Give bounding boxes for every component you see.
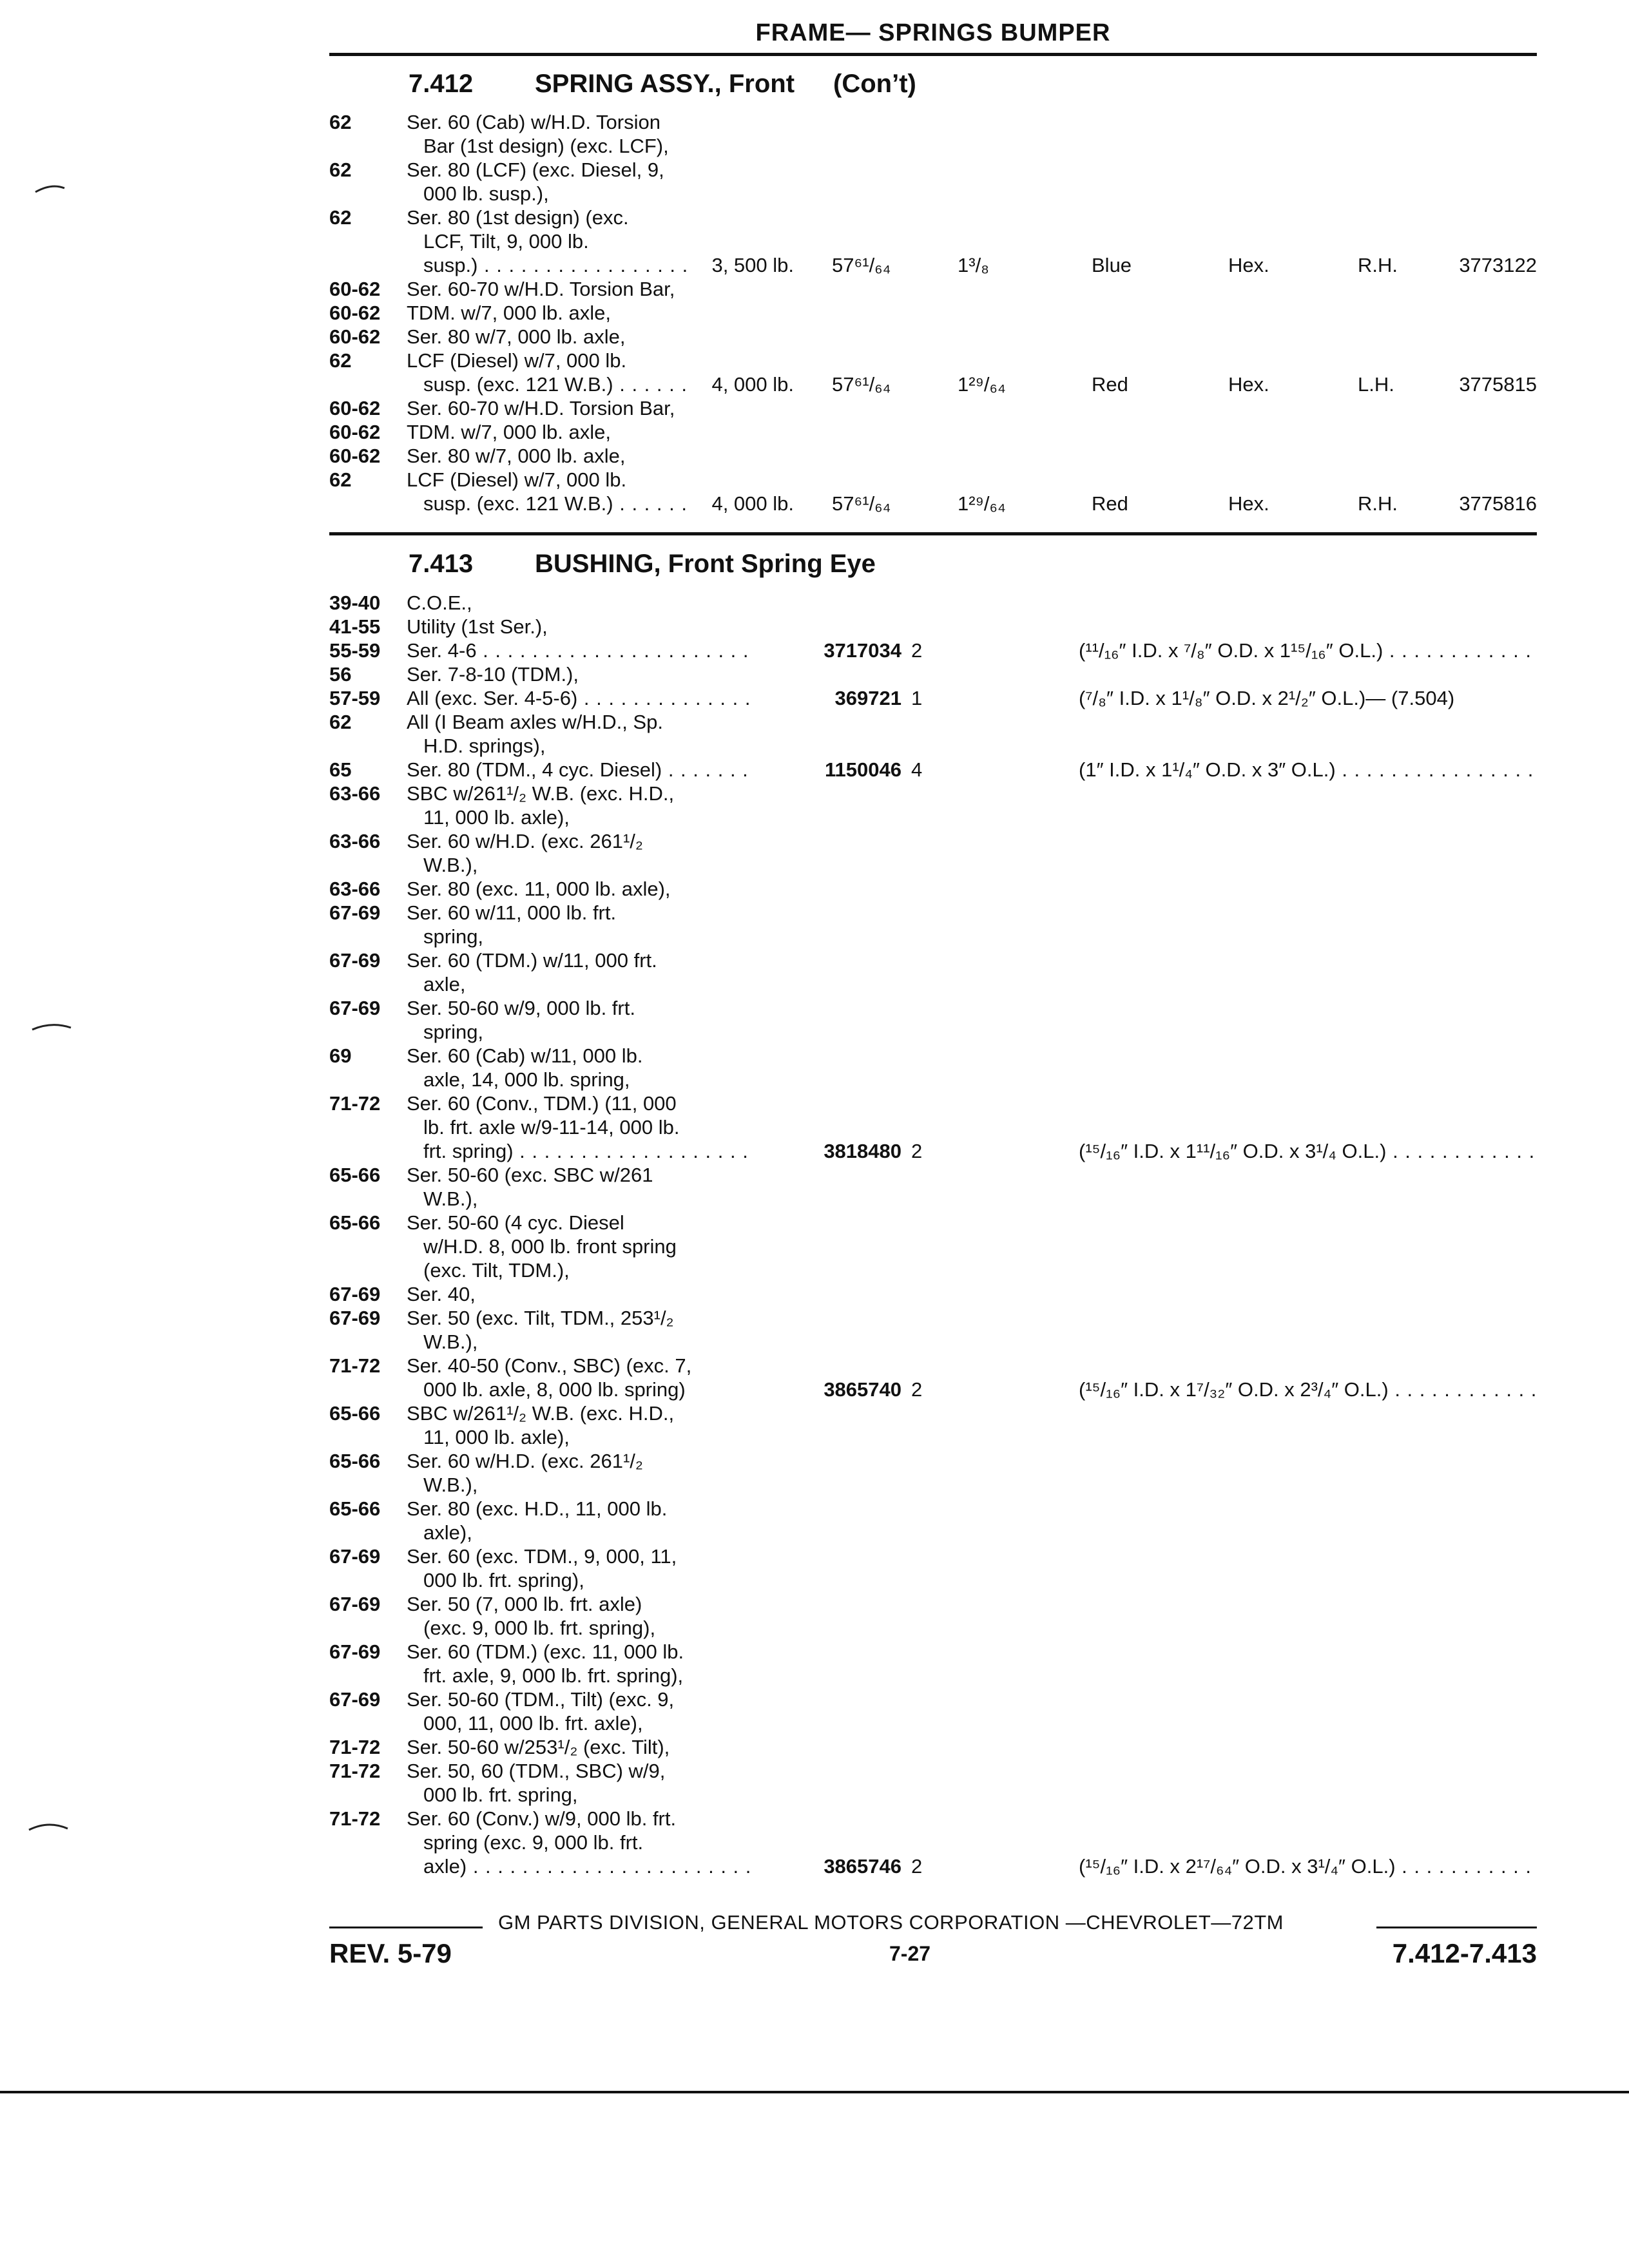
quantity: 4 [911,758,923,781]
model-years: 63-66 [329,878,381,900]
part-number: 3865746 [755,1854,901,1878]
part-number: 3775815 [1459,373,1537,396]
application-description: Ser. 60-70 w/H.D. Torsion Bar, [407,397,675,419]
table-row [329,277,1537,301]
eye-type: Hex. [1228,254,1269,276]
model-years: 62 [329,468,352,491]
model-years: 57-59 [329,687,381,709]
color-code: Red [1092,373,1128,396]
application-description: 000 lb. susp.), [423,182,549,205]
table-row [329,734,1537,758]
model-years: 69 [329,1044,352,1067]
continued-label: (Con’t) [833,70,916,98]
section-7413-title [409,550,876,579]
application-description: All (I Beam axles w/H.D., Sp. [407,711,663,733]
application-description: lb. frt. axle w/9-11-14, 000 lb. [423,1116,680,1139]
application-description: Ser. 50-60 w/253¹/₂ (exc. Tilt), [407,1736,670,1758]
model-years: 71-72 [329,1092,381,1115]
table-row [329,158,1537,182]
application-description: Ser. 50-60 (4 cyc. Diesel [407,1211,624,1234]
table-row [329,1544,1537,1568]
table-row [329,686,1537,710]
section-name: BUSHING, Front Spring Eye [535,550,876,578]
table-row [329,301,1537,325]
table-row [329,639,1537,662]
margin-mark [29,1825,68,1830]
application-description: susp.) . . . [423,253,758,277]
table-row [329,444,1537,468]
table-row [329,1592,1537,1616]
table-row [329,1473,1537,1497]
quantity: 2 [911,1140,923,1162]
application-description: spring, [423,1021,484,1043]
table-row [329,996,1537,1020]
model-years: 65 [329,758,352,781]
table-row [329,134,1537,158]
application-description: Ser. 60 (Conv., TDM.) (11, 000 [407,1092,677,1115]
model-years: 67-69 [329,1640,381,1663]
application-description: Ser. 60-70 w/H.D. Torsion Bar, [407,278,675,300]
part-number: 3773122 [1459,254,1537,276]
part-number: 1150046 [755,758,901,782]
model-years: 60-62 [329,302,381,324]
model-years: 62 [329,206,352,229]
table-row [329,253,1537,277]
application-description: Ser. 60 w/11, 000 lb. frt. [407,901,617,924]
section-range: 7.412-7.413 [1392,1938,1537,1968]
application-description: 000 lb. frt. spring), [423,1569,584,1591]
spring-capacity: 4, 000 lb. [690,492,794,515]
model-years: 71-72 [329,1354,381,1377]
eye-type: Hex. [1228,492,1269,515]
application-description: TDM. w/7, 000 lb. axle, [407,421,612,443]
table-row [329,349,1537,372]
application-description: Ser. 50 (7, 000 lb. frt. axle) [407,1593,642,1615]
application-description: Ser. 40-50 (Conv., SBC) (exc. 7, [407,1354,692,1377]
model-years: 65-66 [329,1164,381,1186]
bushing-size: (1″ I.D. x 1¹/₄″ O.D. x 3″ O.L.) . . . [1079,758,1537,782]
color-code: Red [1092,492,1128,515]
application-description: Ser. 60 (Conv.) w/9, 000 lb. frt. [407,1807,677,1830]
model-years: 67-69 [329,1593,381,1615]
table-row [329,1449,1537,1473]
color-code: Blue [1092,254,1132,276]
application-description: W.B.), [423,854,478,876]
model-years: 71-72 [329,1807,381,1830]
table-row [329,1497,1537,1521]
model-years: 71-72 [329,1760,381,1782]
table-row [329,1711,1537,1735]
model-years: 55-59 [329,639,381,662]
part-number: 3865740 [755,1378,901,1401]
table-row [329,1735,1537,1759]
table-row [329,396,1537,420]
table-row [329,1282,1537,1306]
table-row [329,1640,1537,1664]
footer-division: GM PARTS DIVISION, GENERAL MOTORS CORPORATION —CHEVROLET—72TM [498,1911,1284,1934]
table-row [329,1354,1537,1378]
application-description: Ser. 60 w/H.D. (exc. 261¹/₂ [407,830,643,852]
table-row [329,1068,1537,1091]
application-description: axle) . . . [423,1854,758,1878]
side: R.H. [1358,492,1398,515]
margin-mark [35,186,64,192]
quantity: 1 [911,687,923,709]
application-description: Ser. 50 (exc. Tilt, TDM., 253¹/₂ [407,1307,674,1329]
table-row [329,1687,1537,1711]
application-description: axle, 14, 000 lb. spring, [423,1068,630,1091]
table-row [329,925,1537,948]
model-years: 67-69 [329,1688,381,1711]
application-description: 000 lb. axle, 8, 000 lb. spring) [423,1378,686,1401]
application-description: frt. spring) . . . [423,1139,758,1163]
table-row [329,1831,1537,1854]
application-description: spring, [423,925,484,948]
table-row [329,1235,1537,1258]
model-years: 65-66 [329,1402,381,1425]
application-description: H.D. springs), [423,735,546,757]
table-row [329,1616,1537,1640]
application-description: All (exc. Ser. 4-5-6) . . . [407,686,755,710]
application-description: Utility (1st Ser.), [407,615,548,638]
application-description: W.B.), [423,1474,478,1496]
application-description: Ser. 80 (exc. H.D., 11, 000 lb. [407,1497,668,1520]
application-description: Ser. 80 (1st design) (exc. [407,206,629,229]
application-description: SBC w/261¹/₂ W.B. (exc. H.D., [407,1402,675,1425]
table-row [329,948,1537,972]
section-number: 7.413 [409,550,474,578]
table-row [329,805,1537,829]
model-years: 65-66 [329,1211,381,1234]
application-description: w/H.D. 8, 000 lb. front spring [423,1235,677,1258]
footer-rule-left [329,1927,483,1928]
spring-width: 1²⁹/₆₄ [958,373,1006,396]
table-row [329,1854,1537,1878]
application-description: LCF, Tilt, 9, 000 lb. [423,230,589,253]
application-description: spring (exc. 9, 000 lb. frt. [423,1831,644,1854]
side: L.H. [1358,373,1394,396]
application-description: Ser. 60 (TDM.) w/11, 000 frt. [407,949,657,972]
application-description: (exc. Tilt, TDM.), [423,1259,570,1282]
application-description: Ser. 40, [407,1283,476,1305]
side: R.H. [1358,254,1398,276]
table-row [329,1378,1537,1401]
model-years: 67-69 [329,1307,381,1329]
model-years: 67-69 [329,1283,381,1305]
application-description: Ser. 4-6 . . . [407,639,755,662]
table-row [329,829,1537,853]
model-years: 39-40 [329,591,381,614]
application-description: W.B.), [423,1187,478,1210]
part-number: 3775816 [1459,492,1537,515]
model-years: 67-69 [329,997,381,1019]
model-years: 67-69 [329,1545,381,1568]
application-description: Ser. 7-8-10 (TDM.), [407,663,579,686]
model-years: 62 [329,349,352,372]
bushing-table [329,591,1537,1878]
application-description: Bar (1st design) (exc. LCF), [423,135,669,157]
quantity: 2 [911,1378,923,1401]
bushing-size: (¹⁵/₁₆″ I.D. x 1¹¹/₁₆″ O.D. x 3¹/₄ O.L.) . . . [1079,1139,1537,1163]
application-description: Ser. 50-60 w/9, 000 lb. frt. [407,997,635,1019]
application-description: Ser. 60 (Cab) w/H.D. Torsion [407,111,660,133]
table-row [329,1568,1537,1592]
model-years: 41-55 [329,615,381,638]
table-row [329,662,1537,686]
application-description: Ser. 60 (Cab) w/11, 000 lb. [407,1044,643,1067]
application-description: susp. (exc. 121 W.B.) . . . [423,492,758,515]
page-number: 7-27 [889,1942,931,1965]
eye-type: Hex. [1228,373,1269,396]
running-head: FRAME— SPRINGS BUMPER [755,19,1111,46]
table-row [329,1807,1537,1831]
model-years: 60-62 [329,397,381,419]
model-years: 63-66 [329,782,381,805]
table-row [329,1401,1537,1425]
application-description: 11, 000 lb. axle), [423,806,570,829]
table-row [329,1783,1537,1807]
application-description: Ser. 80 (exc. 11, 000 lb. axle), [407,878,671,900]
table-row [329,782,1537,805]
application-description: (exc. 9, 000 lb. frt. spring), [423,1617,656,1639]
spring-capacity: 3, 500 lb. [690,253,794,277]
application-description: axle), [423,1521,472,1544]
spring-width: 1²⁹/₆₄ [958,492,1006,515]
spring-width: 1³/₈ [958,254,990,276]
spring-capacity: 4, 000 lb. [690,372,794,396]
table-row [329,229,1537,253]
application-description: Ser. 60 (TDM.) (exc. 11, 000 lb. [407,1640,684,1663]
application-description: Ser. 60 (exc. TDM., 9, 000, 11, [407,1545,677,1568]
application-description: frt. axle, 9, 000 lb. frt. spring), [423,1664,684,1687]
application-description: Ser. 50-60 (exc. SBC w/261 [407,1164,653,1186]
table-row [329,1139,1537,1163]
model-years: 60-62 [329,445,381,467]
application-description: TDM. w/7, 000 lb. axle, [407,302,612,324]
part-number: 369721 [755,686,901,710]
application-description: LCF (Diesel) w/7, 000 lb. [407,468,627,491]
model-years: 67-69 [329,949,381,972]
table-row [329,1664,1537,1687]
section-divider-rule [329,532,1537,535]
application-description: Ser. 80 (LCF) (exc. Diesel, 9, [407,159,664,181]
bushing-size: (¹⁵/₁₆″ I.D. x 1⁷/₃₂″ O.D. x 2³/₄″ O.L.) . . . [1079,1378,1537,1401]
table-row [329,615,1537,639]
table-row [329,372,1537,396]
quantity: 2 [911,1855,923,1878]
part-number: 3717034 [755,639,901,662]
application-description: LCF (Diesel) w/7, 000 lb. [407,349,627,372]
model-years: 62 [329,159,352,181]
revision-label: REV. 5-79 [329,1938,452,1968]
spring-assy-table [329,110,1537,515]
table-row [329,1521,1537,1544]
table-row [329,1091,1537,1115]
model-years: 60-62 [329,325,381,348]
spring-length: 57⁶¹/₆₄ [832,254,891,276]
margin-mark [32,1025,71,1030]
model-years: 65-66 [329,1450,381,1472]
model-years: 71-72 [329,1736,381,1758]
table-row [329,877,1537,901]
quantity: 2 [911,639,923,662]
bottom-rule [0,2091,1629,2093]
model-years: 62 [329,711,352,733]
table-row [329,1020,1537,1044]
table-row [329,1258,1537,1282]
table-row [329,182,1537,206]
application-description: 000 lb. frt. spring, [423,1783,578,1806]
footer-division-line [329,1911,1537,1937]
table-row [329,591,1537,615]
application-description: Ser. 80 w/7, 000 lb. axle, [407,325,626,348]
application-description: C.O.E., [407,591,472,614]
application-description: Ser. 50-60 (TDM., Tilt) (exc. 9, [407,1688,675,1711]
table-row [329,758,1537,782]
application-description: W.B.), [423,1331,478,1353]
table-row [329,325,1537,349]
application-description: Ser. 80 w/7, 000 lb. axle, [407,445,626,467]
application-description: 000, 11, 000 lb. frt. axle), [423,1712,643,1735]
header-rule [329,53,1537,56]
application-description: Ser. 80 (TDM., 4 cyc. Diesel) . . . [407,758,755,782]
model-years: 60-62 [329,278,381,300]
footer-rule-right [1376,1927,1537,1928]
table-row [329,420,1537,444]
application-description: susp. (exc. 121 W.B.) . . . [423,372,758,396]
table-row [329,901,1537,925]
table-row [329,1330,1537,1354]
table-row [329,1306,1537,1330]
table-row [329,468,1537,492]
table-row [329,1044,1537,1068]
bushing-size: (⁷/₈″ I.D. x 1¹/₈″ O.D. x 2¹/₂″ O.L.)— (7.504) [1079,687,1455,709]
model-years: 67-69 [329,901,381,924]
table-row [329,1163,1537,1187]
model-years: 65-66 [329,1497,381,1520]
table-row [329,972,1537,996]
table-row [329,1211,1537,1235]
application-description: SBC w/261¹/₂ W.B. (exc. H.D., [407,782,675,805]
part-number: 3818480 [755,1139,901,1163]
model-years: 60-62 [329,421,381,443]
application-description: 11, 000 lb. axle), [423,1426,570,1448]
table-row [329,853,1537,877]
application-description: axle, [423,973,466,995]
table-row [329,492,1537,515]
application-description: Ser. 50, 60 (TDM., SBC) w/9, [407,1760,666,1782]
table-row [329,1115,1537,1139]
table-row [329,1187,1537,1211]
table-row [329,206,1537,229]
section-number: 7.412 [409,70,474,98]
section-7412-title [409,70,916,99]
spring-length: 57⁶¹/₆₄ [832,492,891,515]
table-row [329,1425,1537,1449]
table-row [329,110,1537,134]
table-row [329,1759,1537,1783]
model-years: 62 [329,111,352,133]
bushing-size: (¹⁵/₁₆″ I.D. x 2¹⁷/₆₄″ O.D. x 3¹/₄″ O.L.) . . . [1079,1854,1537,1878]
model-years: 63-66 [329,830,381,852]
model-years: 56 [329,663,352,686]
table-row [329,710,1537,734]
section-name: SPRING ASSY., Front [535,70,795,98]
bushing-size: (¹¹/₁₆″ I.D. x ⁷/₈″ O.D. x 1¹⁵/₁₆″ O.L.) . . . [1079,639,1537,662]
application-description: Ser. 60 w/H.D. (exc. 261¹/₂ [407,1450,643,1472]
spring-length: 57⁶¹/₆₄ [832,373,891,396]
